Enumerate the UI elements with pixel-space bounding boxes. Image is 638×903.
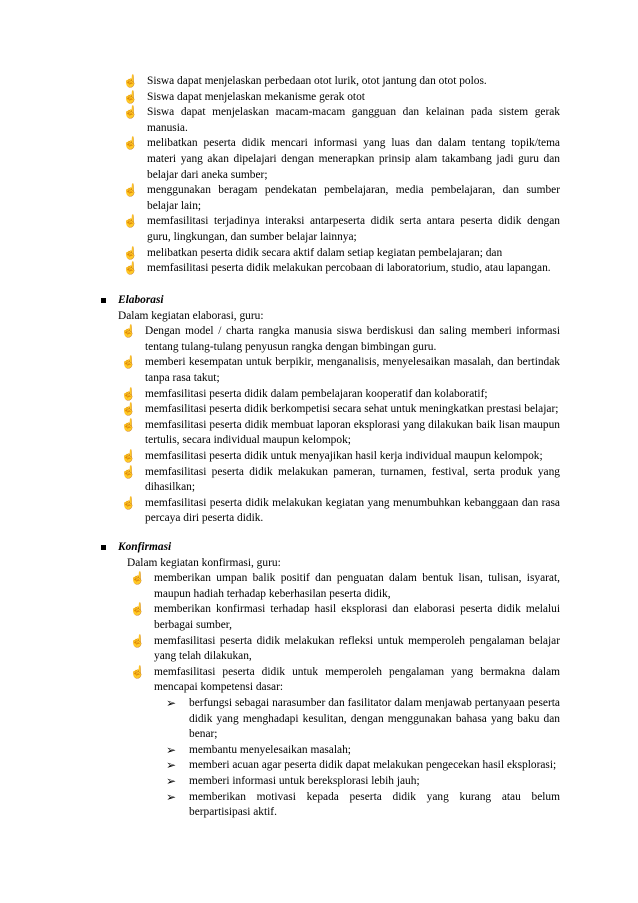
hand-pointer-icon: ☝	[123, 89, 138, 104]
hand-pointer-icon: ☝	[121, 355, 136, 370]
section-heading: Elaborasi	[100, 293, 560, 309]
hand-pointer-icon: ☝	[123, 105, 138, 120]
arrowhead-icon: ➢	[166, 789, 177, 804]
konfirmasi-section	[100, 540, 560, 821]
hand-pointer-icon: ☝	[130, 571, 145, 586]
hand-pointer-icon: ☝	[121, 386, 136, 401]
list-item: ☝ memfasilitasi peserta didik dalam pembelajaran kooperatif dan kolaboratif;	[121, 386, 488, 401]
sub-list-item: ➢ memberi informasi untuk bereksplorasi lebih jauh;	[166, 773, 420, 788]
arrowhead-icon: ➢	[166, 695, 177, 710]
hand-pointer-icon: ☝	[123, 183, 138, 198]
list-item: ☝ menggunakan beragam pendekatan pembelajaran, media pembelajaran, dan sumber belajar lain;	[123, 183, 560, 212]
section-heading: Konfirmasi	[100, 540, 560, 556]
pendahuluan-list	[120, 74, 560, 277]
sub-list-item: ➢ membantu menyelesaikan masalah;	[166, 742, 351, 757]
square-bullet-icon	[101, 298, 106, 303]
hand-pointer-icon: ☝	[130, 664, 145, 679]
list-item: ☝ memfasilitasi peserta didik berkompetisi secara sehat untuk meningkatkan prestasi belajar;	[121, 402, 559, 417]
list-item: ☝ Siswa dapat menjelaskan mekanisme gerak otot	[123, 89, 365, 104]
arrowhead-icon: ➢	[166, 758, 177, 773]
hand-pointer-icon: ☝	[123, 74, 138, 88]
list-item: ☝ memberi kesempatan untuk berpikir, menganalisis, menyelesaikan masalah, dan bertindak tanpa rasa takut;	[121, 355, 560, 384]
hand-pointer-icon: ☝	[130, 602, 145, 617]
hand-pointer-icon: ☝	[121, 402, 136, 417]
list-item: ☝ memfasilitasi peserta didik untuk menyajikan hasil kerja individual maupun kelompok;	[121, 448, 543, 463]
list-item: ☝ memfasilitasi peserta didik melakukan refleksi untuk memperoleh pengalaman belajar yang telah dilakukan,	[130, 633, 560, 663]
konfirmasi-list	[100, 571, 560, 821]
arrowhead-icon: ➢	[166, 742, 177, 757]
list-item: ☝ memfasilitasi peserta didik untuk memperoleh pengalaman yang bermakna dalam mencapai kompetensi dasar:	[130, 664, 560, 694]
sub-list-item: ➢ memberikan motivasi kepada peserta didik yang kurang atau belum berpartisipasi aktif.	[166, 789, 560, 819]
list-item: ☝ melibatkan peserta didik secara aktif dalam setiap kegiatan pembelajaran; dan	[123, 245, 503, 260]
hand-pointer-icon: ☝	[130, 633, 145, 648]
hand-pointer-icon: ☝	[121, 448, 136, 463]
square-bullet-icon	[101, 545, 106, 550]
hand-pointer-icon: ☝	[121, 324, 136, 339]
list-item: ☝ Dengan model / charta rangka manusia siswa berdiskusi dan saling memberi informasi tentang tulang-tulang penyusun rangka dengan bimbingan guru.	[121, 324, 560, 353]
list-item: ☝ memfasilitasi peserta didik melakukan kegiatan yang menumbuhkan kebanggaan dan rasa percaya diri peserta didik.	[121, 495, 560, 525]
hand-pointer-icon: ☝	[123, 245, 138, 260]
hand-pointer-icon: ☝	[123, 214, 138, 229]
list-item: ☝ memberikan konfirmasi terhadap hasil eksplorasi dan elaborasi peserta didik melalui berbagai sumber,	[130, 602, 560, 631]
hand-pointer-icon: ☝	[121, 495, 136, 510]
arrowhead-icon: ➢	[166, 773, 177, 788]
sub-list-item: ➢ memberi acuan agar peserta didik dapat melakukan pengecekan hasil eksplorasi;	[166, 758, 557, 773]
elaborasi-section	[100, 293, 560, 527]
list-item: ☝ memfasilitasi peserta didik melakukan percobaan di laboratorium, studio, atau lapangan.	[123, 261, 551, 276]
section-intro: Dalam kegiatan konfirmasi, guru:	[127, 556, 281, 569]
list-item: ☝ Siswa dapat menjelaskan perbedaan otot lurik, otot jantung dan otot polos.	[123, 74, 487, 88]
list-item: ☝ Siswa dapat menjelaskan macam-macam gangguan dan kelainan pada sistem gerak manusia.	[123, 105, 560, 134]
list-item: ☝ memfasilitasi terjadinya interaksi antarpeserta didik serta antara peserta didik dengan guru, lingkungan, dan sumber belajar lainnya;	[123, 214, 560, 243]
section-intro: Dalam kegiatan elaborasi, guru:	[118, 309, 264, 322]
sub-list-item: ➢ berfungsi sebagai narasumber dan fasilitator dalam menjawab pertanyaan peserta didik yang menghadapi kesulitan, dengan menggunakan bahasa yang baku dan benar;	[166, 695, 560, 741]
hand-pointer-icon: ☝	[123, 136, 138, 151]
list-item: ☝ melibatkan peserta didik mencari informasi yang luas dan dalam tentang topik/tema materi yang akan dipelajari dengan menerapkan prinsip alam takambang jadi guru dan belajar dari aneka sumber;	[123, 136, 560, 181]
list-item: ☝ memberikan umpan balik positif dan penguatan dalam bentuk lisan, tulisan, isyarat, maupun hadiah terhadap keberhasilan peserta didik,	[130, 571, 560, 600]
konfirmasi-sublist	[127, 696, 560, 821]
hand-pointer-icon: ☝	[123, 261, 138, 276]
elaborasi-list	[100, 324, 560, 527]
hand-pointer-icon: ☝	[121, 464, 136, 479]
list-item: ☝ memfasilitasi peserta didik membuat laporan eksplorasi yang dilakukan baik lisan maupun tertulis, secara individual maupun kelompok;	[121, 417, 560, 447]
list-item: ☝ memfasilitasi peserta didik melakukan pameran, turnamen, festival, serta produk yang dihasilkan;	[121, 464, 560, 494]
hand-pointer-icon: ☝	[121, 417, 136, 432]
